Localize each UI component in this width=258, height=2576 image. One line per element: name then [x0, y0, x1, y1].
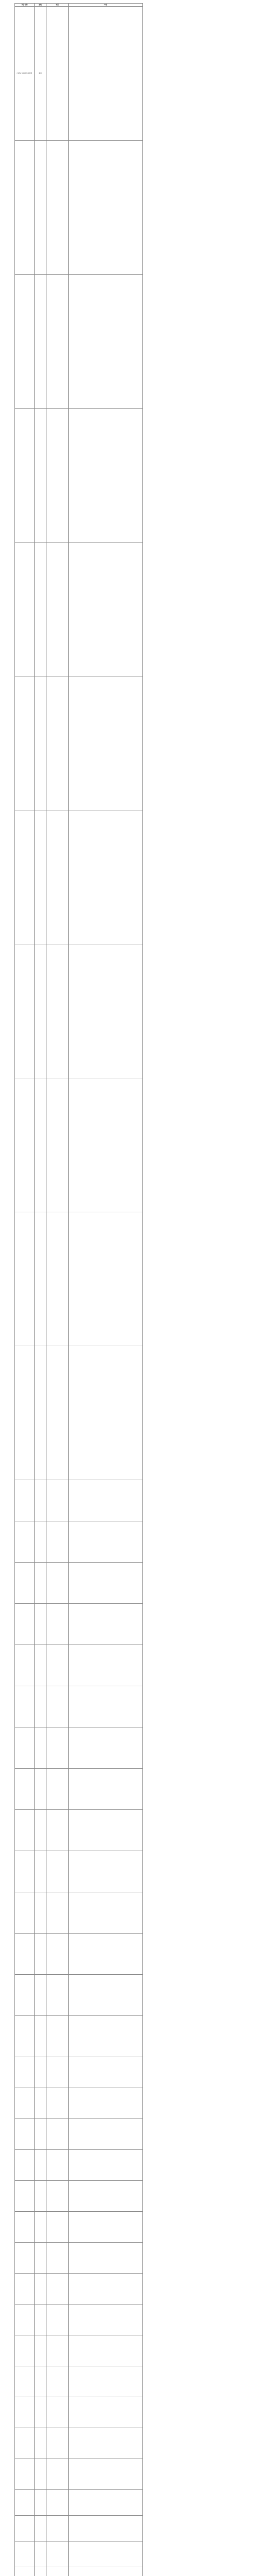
table-cell-attr [35, 2016, 46, 2057]
table-cell-desc [46, 1892, 69, 1934]
table-cell-content [69, 2243, 143, 2274]
table-cell-project [15, 676, 35, 810]
table-cell-project [15, 409, 35, 543]
table-row [15, 2397, 143, 2428]
table-cell-attr [35, 1727, 46, 1769]
table-cell-project [15, 810, 35, 944]
table-row [15, 2119, 143, 2150]
table-row [15, 2541, 143, 2567]
table-row [15, 7, 143, 141]
header-cell: 细目 [46, 4, 69, 7]
table-cell-project [15, 2516, 35, 2541]
table-cell-attr [35, 2541, 46, 2567]
table-cell-attr [35, 2397, 46, 2428]
table-row [15, 2516, 143, 2541]
table-cell-content [69, 1975, 143, 2016]
table-cell-desc [46, 7, 69, 141]
table-cell-project [15, 2567, 35, 2576]
table-cell-desc [46, 2459, 69, 2490]
table-cell-content [69, 2274, 143, 2304]
table-cell-desc [46, 2016, 69, 2057]
table-cell-attr [35, 1078, 46, 1212]
table-cell-desc [46, 1480, 69, 1521]
table-row [15, 141, 143, 275]
table-cell-content [69, 409, 143, 543]
table-cell-desc [46, 1346, 69, 1480]
table-cell-attr [35, 2335, 46, 2366]
table-cell-attr [35, 1604, 46, 1645]
table-cell-desc [46, 2567, 69, 2576]
table-cell-project [15, 1645, 35, 1686]
table-cell-attr [35, 676, 46, 810]
table-cell-project [15, 2057, 35, 2088]
table-cell-content [69, 1851, 143, 1892]
table-cell-attr [35, 810, 46, 944]
table-cell-desc [46, 2428, 69, 2459]
table-row [15, 2243, 143, 2274]
table-cell-content [69, 543, 143, 676]
info-table-body [15, 4, 143, 2576]
table-cell-project: 内蒙古自治区绿地项目 [15, 7, 35, 141]
table-cell-content [69, 1604, 143, 1645]
table-row [15, 2274, 143, 2304]
table-cell-project [15, 1810, 35, 1851]
document [14, 3, 132, 2576]
table-cell-attr [35, 1810, 46, 1851]
table-cell-desc [46, 1212, 69, 1346]
table-cell-content [69, 2428, 143, 2459]
table-cell-content [69, 1934, 143, 1975]
table-cell-project [15, 543, 35, 676]
table-cell-attr [35, 1212, 46, 1346]
table-cell-desc [46, 2335, 69, 2366]
table-row [15, 1892, 143, 1934]
table-row [15, 1645, 143, 1686]
table-cell-attr [35, 1480, 46, 1521]
table-cell-desc [46, 2243, 69, 2274]
table-cell-desc [46, 2181, 69, 2212]
table-cell-content [69, 2541, 143, 2567]
table-cell-desc [46, 275, 69, 409]
table-cell-attr [35, 2057, 46, 2088]
table-cell-project [15, 1521, 35, 1563]
table-cell-project [15, 2490, 35, 2516]
table-cell-project [15, 2016, 35, 2057]
table-cell-desc [46, 409, 69, 543]
table-cell-project [15, 1975, 35, 2016]
table-cell-project [15, 1480, 35, 1521]
table-row [15, 1521, 143, 1563]
table-row [15, 1346, 143, 1480]
table-cell-desc [46, 2088, 69, 2119]
table-cell-project [15, 944, 35, 1078]
table-cell-desc [46, 2212, 69, 2243]
table-row [15, 1480, 143, 1521]
table-cell-project [15, 2274, 35, 2304]
table-cell-content [69, 1521, 143, 1563]
table-cell-content [69, 2119, 143, 2150]
table-cell-desc [46, 2397, 69, 2428]
table-cell-content [69, 1686, 143, 1727]
table-cell-desc [46, 1078, 69, 1212]
table-cell-attr [35, 2366, 46, 2397]
table-cell-content [69, 2490, 143, 2516]
table-cell-content [69, 2181, 143, 2212]
table-cell-project [15, 1727, 35, 1769]
table-cell-desc [46, 1604, 69, 1645]
table-cell-desc [46, 1645, 69, 1686]
table-cell-attr [35, 1645, 46, 1686]
table-cell-project [15, 2088, 35, 2119]
table-cell-project [15, 1851, 35, 1892]
table-row [15, 2304, 143, 2335]
table-cell-project [15, 1934, 35, 1975]
table-cell-content [69, 2366, 143, 2397]
table-cell-attr [35, 1521, 46, 1563]
table-cell-desc [46, 676, 69, 810]
table-cell-attr [35, 1892, 46, 1934]
table-cell-project [15, 1212, 35, 1346]
table-cell-content [69, 2212, 143, 2243]
table-cell-project [15, 1604, 35, 1645]
table-row [15, 1851, 143, 1892]
table-row [15, 1727, 143, 1769]
table-cell-project [15, 2366, 35, 2397]
table-cell-project [15, 2335, 35, 2366]
table-cell-content [69, 2057, 143, 2088]
table-cell-project [15, 2397, 35, 2428]
table-row [15, 1769, 143, 1810]
table-cell-attr [35, 2150, 46, 2181]
table-row [15, 1686, 143, 1727]
table-cell-project [15, 2119, 35, 2150]
table-cell-attr [35, 2212, 46, 2243]
table-cell-content [69, 7, 143, 141]
table-row [15, 2335, 143, 2366]
table-cell-desc [46, 1686, 69, 1727]
table-cell-attr [35, 1769, 46, 1810]
table-cell-desc [46, 2366, 69, 2397]
table-cell-content [69, 2335, 143, 2366]
table-row [15, 543, 143, 676]
table-cell-attr [35, 2274, 46, 2304]
table-cell-content [69, 141, 143, 275]
table-cell-content [69, 1645, 143, 1686]
table-cell-attr [35, 1346, 46, 1480]
table-cell-attr [35, 543, 46, 676]
table-cell-desc [46, 1563, 69, 1604]
table-row [15, 2212, 143, 2243]
table-cell-attr [35, 2567, 46, 2576]
table-cell-desc [46, 1727, 69, 1769]
table-cell-attr [35, 1934, 46, 1975]
table-cell-attr [35, 409, 46, 543]
table-cell-project [15, 2304, 35, 2335]
table-cell-attr [35, 1686, 46, 1727]
table-cell-desc [46, 141, 69, 275]
table-cell-content [69, 1769, 143, 1810]
table-cell-project [15, 1686, 35, 1727]
table-cell-attr [35, 141, 46, 275]
table-cell-content [69, 1892, 143, 1934]
table-cell-attr [35, 2428, 46, 2459]
table-cell-desc [46, 1851, 69, 1892]
table-cell-attr [35, 2490, 46, 2516]
table-cell-content [69, 2567, 143, 2576]
table-cell-project [15, 2243, 35, 2274]
table-cell-desc [46, 1975, 69, 2016]
table-cell-desc [46, 1934, 69, 1975]
table-cell-content [69, 2459, 143, 2490]
table-cell-desc [46, 2490, 69, 2516]
table-cell-attr [35, 2304, 46, 2335]
header-cell: 属性 [35, 4, 46, 7]
table-row [15, 944, 143, 1078]
table-row [15, 2181, 143, 2212]
table-row [15, 409, 143, 543]
table-row [15, 275, 143, 409]
table-cell-desc [46, 944, 69, 1078]
table-cell-project [15, 2181, 35, 2212]
table-cell-content [69, 2016, 143, 2057]
table-cell-attr [35, 2088, 46, 2119]
table-cell-content [69, 2304, 143, 2335]
table-cell-content [69, 2150, 143, 2181]
table-cell-desc [46, 2541, 69, 2567]
table-cell-project [15, 2541, 35, 2567]
table-cell-desc [46, 2150, 69, 2181]
table-cell-project [15, 2150, 35, 2181]
table-cell-desc [46, 1769, 69, 1810]
info-table [14, 3, 143, 2576]
table-row [15, 2016, 143, 2057]
table-row [15, 1934, 143, 1975]
table-row [15, 1975, 143, 2016]
table-row [15, 1078, 143, 1212]
table-cell-project [15, 1346, 35, 1480]
table-cell-content [69, 2397, 143, 2428]
table-cell-desc [46, 810, 69, 944]
table-cell-content [69, 1212, 143, 1346]
table-cell-attr [35, 2516, 46, 2541]
table-cell-content [69, 676, 143, 810]
table-cell-attr [35, 2181, 46, 2212]
table-cell-content [69, 1563, 143, 1604]
table-cell-project [15, 2459, 35, 2490]
table-row [15, 2490, 143, 2516]
table-row [15, 810, 143, 944]
table-cell-desc [46, 2516, 69, 2541]
table-cell-desc [46, 1810, 69, 1851]
table-cell-project [15, 2212, 35, 2243]
table-cell-desc [46, 2057, 69, 2088]
table-row [15, 1604, 143, 1645]
table-row [15, 2459, 143, 2490]
table-cell-project [15, 141, 35, 275]
table-cell-project [15, 2428, 35, 2459]
table-row [15, 1810, 143, 1851]
table-row [15, 676, 143, 810]
header-cell: 项目名称 [15, 4, 35, 7]
table-cell-content [69, 2088, 143, 2119]
table-row [15, 2567, 143, 2576]
table-cell-content [69, 1346, 143, 1480]
table-cell-content [69, 1480, 143, 1521]
table-cell-project [15, 1769, 35, 1810]
table-cell-desc [46, 1521, 69, 1563]
table-cell-attr [35, 2243, 46, 2274]
table-row [15, 1212, 143, 1346]
table-cell-desc [46, 2119, 69, 2150]
table-row [15, 2428, 143, 2459]
table-cell-content [69, 1078, 143, 1212]
table-cell-attr [35, 275, 46, 409]
table-cell-project [15, 275, 35, 409]
table-cell-desc [46, 2304, 69, 2335]
table-row [15, 2088, 143, 2119]
table-row [15, 2366, 143, 2397]
table-cell-content [69, 2516, 143, 2541]
table-cell-content [69, 1727, 143, 1769]
header-cell: 内容 [69, 4, 143, 7]
table-cell-project [15, 1078, 35, 1212]
table-cell-content [69, 944, 143, 1078]
table-cell-content [69, 1810, 143, 1851]
table-cell-attr [35, 1851, 46, 1892]
table-row [15, 1563, 143, 1604]
table-cell-content [69, 810, 143, 944]
table-cell-desc [46, 543, 69, 676]
table-cell-content [69, 275, 143, 409]
table-cell-attr [35, 2459, 46, 2490]
table-cell-attr [35, 944, 46, 1078]
table-row [15, 2057, 143, 2088]
table-cell-project [15, 1892, 35, 1934]
table-cell-attr [35, 2119, 46, 2150]
table-row [15, 2150, 143, 2181]
table-cell-desc [46, 2274, 69, 2304]
table-cell-attr [35, 1563, 46, 1604]
table-cell-attr: 备案 [35, 7, 46, 141]
table-cell-attr [35, 1975, 46, 2016]
table-cell-project [15, 1563, 35, 1604]
